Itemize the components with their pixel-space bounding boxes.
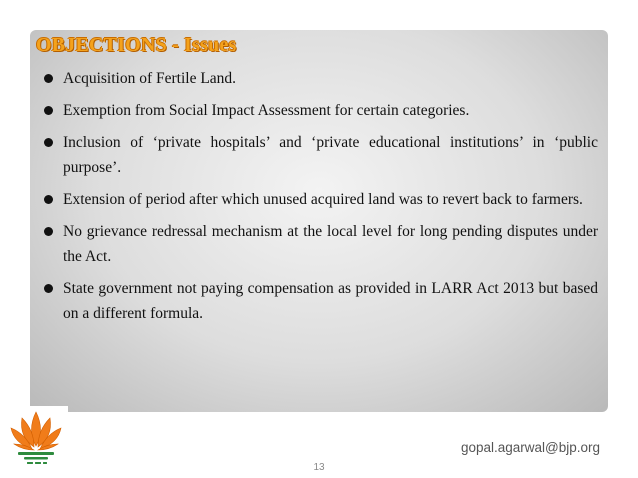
bullet-item bbox=[40, 276, 598, 326]
bullet-item bbox=[40, 187, 598, 212]
bullet-dot-icon bbox=[44, 74, 53, 83]
bullet-text: State government not paying compensation as provided in LARR Act 2013 but based on a different formula. bbox=[63, 280, 598, 322]
bullet-item bbox=[40, 130, 598, 180]
bullet-dot-icon bbox=[44, 195, 53, 204]
bullet-text: Extension of period after which unused acquired land was to revert back to farmers. bbox=[63, 191, 583, 208]
bullet-dot-icon bbox=[44, 227, 53, 236]
bullet-text: No grievance redressal mechanism at the local level for long pending disputes under the Act. bbox=[63, 223, 598, 265]
page-number: 13 bbox=[313, 462, 325, 473]
bullet-dot-icon bbox=[44, 106, 53, 115]
bullet-item bbox=[40, 98, 598, 123]
slide-title: OBJECTIONS - Issues bbox=[36, 34, 237, 56]
bullet-text: Inclusion of ‘private hospitals’ and ‘private educational institutions’ in ‘public purpose’. bbox=[63, 134, 598, 176]
bullet-item bbox=[40, 219, 598, 269]
bullet-text: Exemption from Social Impact Assessment for certain categories. bbox=[63, 102, 470, 119]
bullet-list bbox=[40, 66, 598, 333]
bullet-item bbox=[40, 66, 598, 91]
bullet-dot-icon bbox=[44, 284, 53, 293]
bullet-text: Acquisition of Fertile Land. bbox=[63, 70, 237, 87]
footer-email: gopal.agarwal@bjp.org bbox=[460, 440, 600, 455]
bullet-dot-icon bbox=[44, 138, 53, 147]
